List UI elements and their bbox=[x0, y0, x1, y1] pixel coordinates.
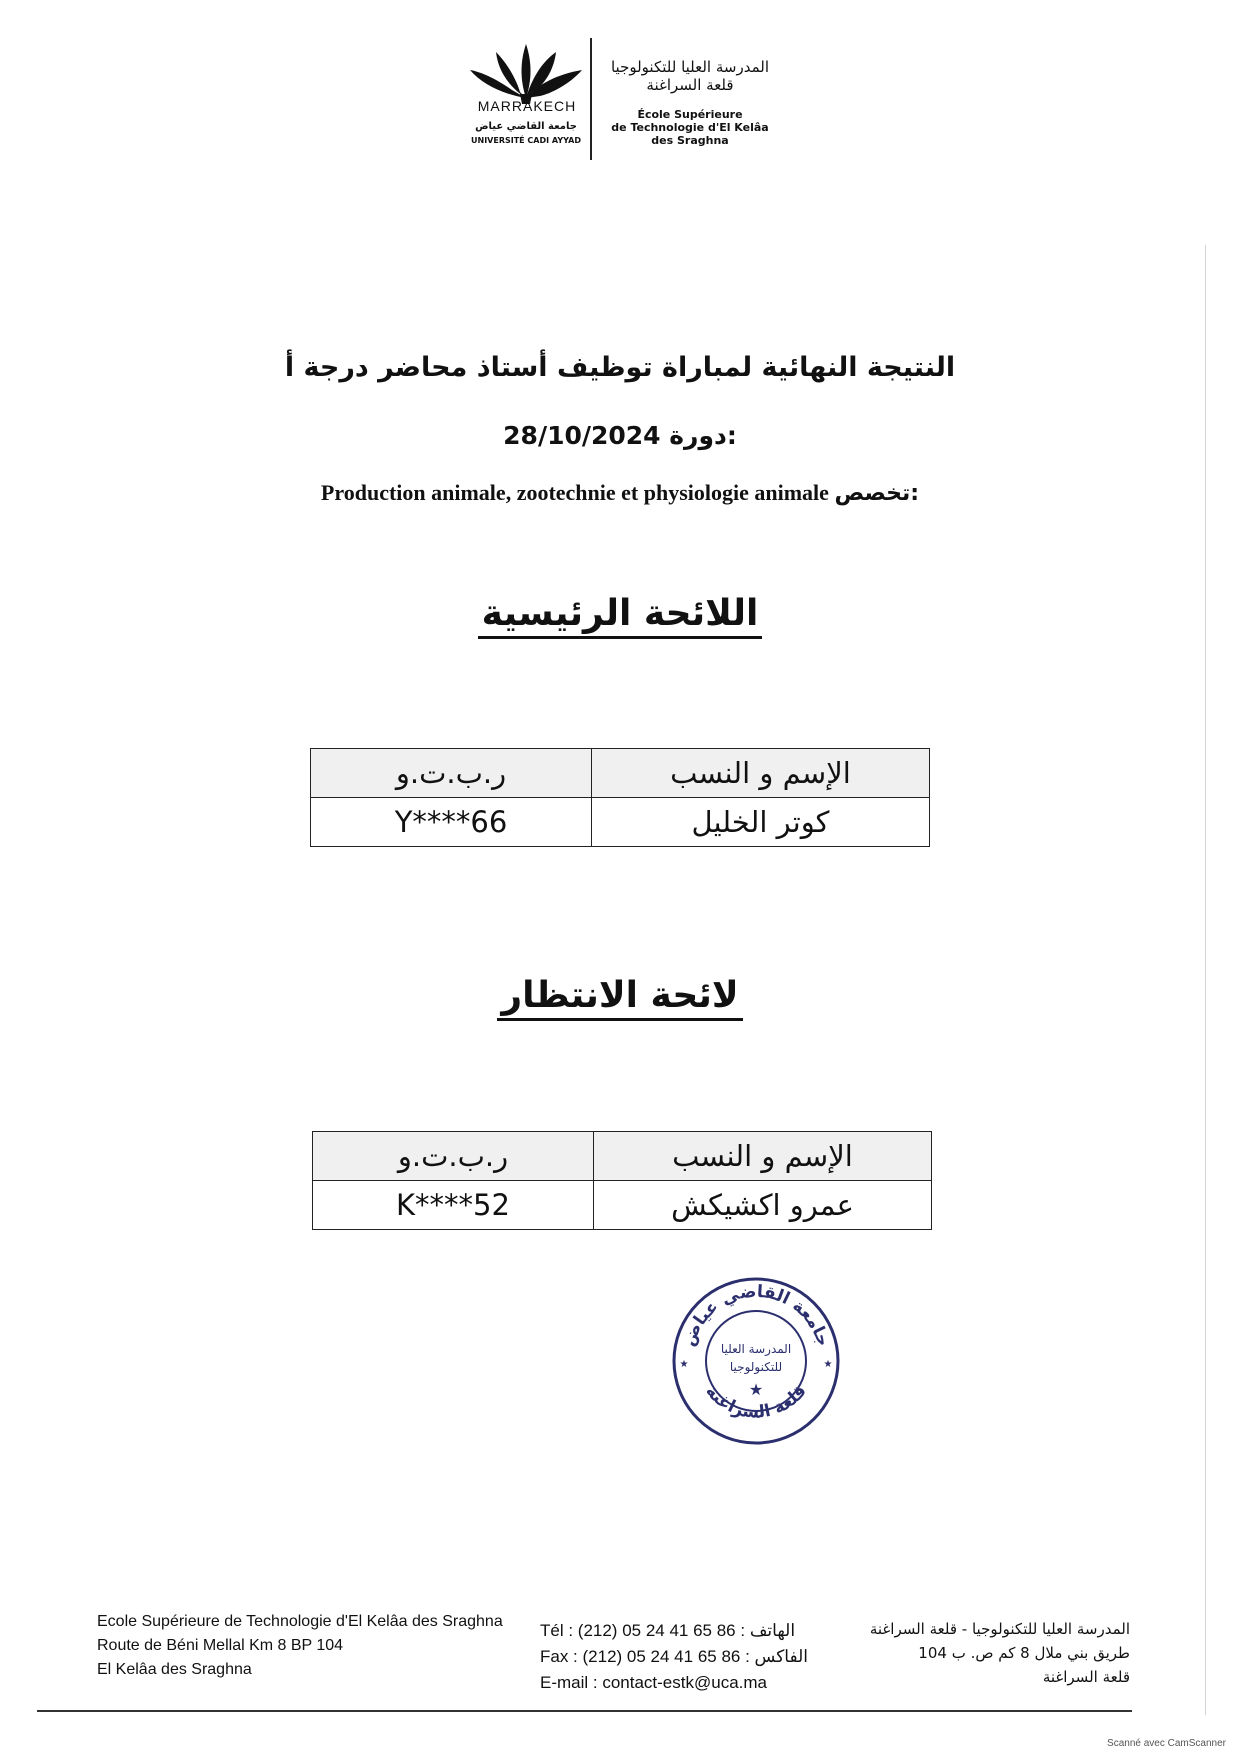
column-header-id: ر.ب.ت.و bbox=[313, 1132, 594, 1181]
candidate-name: كوتر الخليل bbox=[592, 798, 930, 847]
stamp-star-icon: ★ bbox=[748, 1380, 764, 1399]
stamp-outer-bottom: قلعة السراغنة bbox=[701, 1381, 811, 1423]
stamp-star-icon: ★ bbox=[679, 1359, 689, 1370]
table-row bbox=[311, 798, 930, 847]
session-label: دورة: bbox=[669, 421, 737, 450]
waiting-list-heading bbox=[0, 975, 1240, 1016]
footer-divider bbox=[37, 1710, 1132, 1712]
stamp-outer-top: جامعة القاضي عياض bbox=[678, 1281, 834, 1349]
school-name-fr-line1: École Supérieure bbox=[637, 108, 743, 121]
university-name-ar: جامعة القاضي عياض bbox=[475, 121, 577, 132]
footer-tel: Tél : (212) 05 24 41 65 86 : الهاتف bbox=[540, 1621, 796, 1640]
session-line bbox=[0, 421, 1240, 450]
stamp-inner-line1: المدرسة العليا bbox=[720, 1342, 792, 1356]
speciality-line bbox=[0, 480, 1240, 506]
speciality-label: تخصص: bbox=[834, 481, 920, 506]
scanner-watermark: Scanné avec CamScanner bbox=[1107, 1738, 1226, 1749]
university-name-fr: UNIVERSITÉ CADI AYYAD bbox=[471, 136, 581, 145]
logo-divider bbox=[590, 38, 592, 160]
footer-city-ar: قلعة السراغنة bbox=[1042, 1668, 1130, 1686]
stamp-star-icon: ★ bbox=[823, 1359, 833, 1370]
column-header-name: الإسم و النسب bbox=[592, 749, 930, 798]
footer-address-fr: Route de Béni Mellal Km 8 BP 104 bbox=[97, 1637, 344, 1654]
waiting-list-heading-text: لائحة الانتظار bbox=[497, 975, 742, 1021]
school-name-fr-line3: des Sraghna bbox=[651, 134, 729, 147]
official-stamp bbox=[670, 1275, 842, 1447]
column-header-name: الإسم و النسب bbox=[594, 1132, 932, 1181]
footer-fax: Fax : (212) 05 24 41 65 86 : الفاكس bbox=[540, 1647, 808, 1666]
school-name-ar-line1: المدرسة العليا للتكنولوجيا bbox=[610, 58, 770, 76]
footer-school-ar: المدرسة العليا للتكنولوجيا - قلعة السراغنة bbox=[869, 1620, 1130, 1638]
waiting-list-table bbox=[312, 1131, 932, 1230]
table-header-row bbox=[311, 749, 930, 798]
svg-text:جامعة القاضي عياض bbox=[679, 1282, 833, 1349]
school-name-ar-line2: قلعة السراغنة bbox=[646, 76, 734, 94]
institution-logo bbox=[462, 34, 782, 164]
main-list-table bbox=[310, 748, 930, 847]
candidate-name: عمرو اكشيكش bbox=[594, 1181, 932, 1230]
document-title: النتيجة النهائية لمباراة توظيف أستاذ محاضر درجة أ bbox=[284, 352, 956, 383]
footer-city-fr: El Kelâa des Sraghna bbox=[97, 1661, 252, 1678]
main-list-heading bbox=[0, 593, 1240, 634]
main-list-heading-text: اللائحة الرئيسية bbox=[478, 593, 763, 639]
table-header-row bbox=[313, 1132, 932, 1181]
logo-word: MARRAKECH bbox=[477, 98, 577, 114]
speciality-value: Production animale, zootechnie et physiologie animale bbox=[320, 480, 829, 505]
stamp-inner-line2: للتكنولوجيا bbox=[729, 1360, 783, 1374]
table-row bbox=[313, 1181, 932, 1230]
footer-school-fr: Ecole Supérieure de Technologie d'El Kelâa des Sraghna bbox=[97, 1613, 503, 1630]
column-header-id: ر.ب.ت.و bbox=[311, 749, 592, 798]
footer-address-ar: طريق بني ملال 8 كم ص. ب 104 bbox=[918, 1644, 1130, 1662]
candidate-id: Y****66 bbox=[311, 798, 592, 847]
candidate-id: K****52 bbox=[313, 1181, 594, 1230]
school-name-fr-line2: de Technologie d'El Kelâa bbox=[611, 121, 769, 134]
session-date: 28/10/2024 bbox=[503, 421, 661, 450]
footer-email[interactable]: E-mail : contact-estk@uca.ma bbox=[540, 1673, 767, 1692]
